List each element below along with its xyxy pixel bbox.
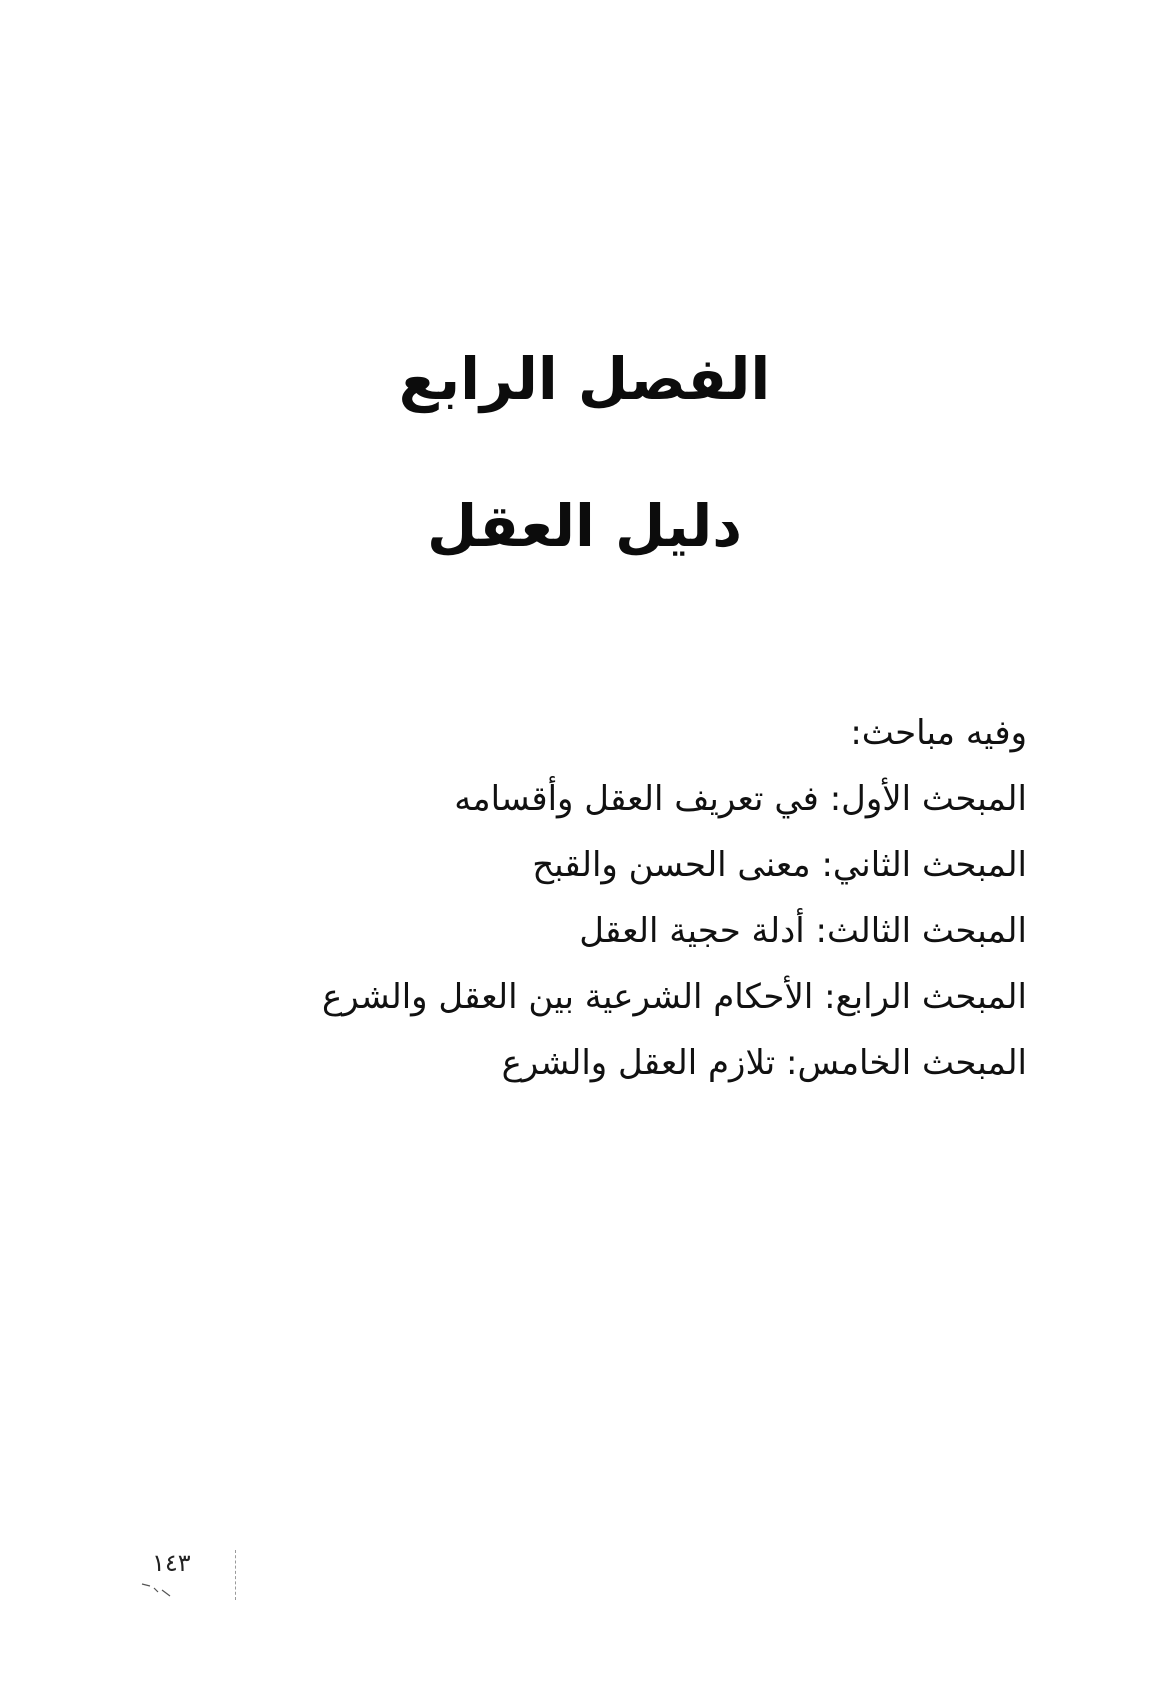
- section-item-4: المبحث الرابع: الأحكام الشرعية بين العقل والشرع: [321, 977, 1027, 1017]
- chapter-contents: [207, 700, 1027, 1096]
- section-list: [207, 766, 1027, 1096]
- chapter-subtitle: دليل العقل: [426, 492, 743, 561]
- section-item-3: المبحث الثالث: أدلة حجية العقل: [579, 911, 1027, 951]
- scan-smudge: [140, 1580, 184, 1600]
- contents-intro: وفيه مباحث:: [850, 713, 1027, 753]
- section-item-2: المبحث الثاني: معنى الحسن والقبح: [532, 845, 1027, 885]
- margin-line: [235, 1550, 236, 1600]
- section-item-5: المبحث الخامس: تلازم العقل والشرع: [501, 1043, 1027, 1083]
- page-number: ١٤٣: [152, 1549, 191, 1577]
- section-item-1: المبحث الأول: في تعريف العقل وأقسامه: [454, 779, 1027, 819]
- chapter-title: الفصل الرابع: [398, 344, 771, 413]
